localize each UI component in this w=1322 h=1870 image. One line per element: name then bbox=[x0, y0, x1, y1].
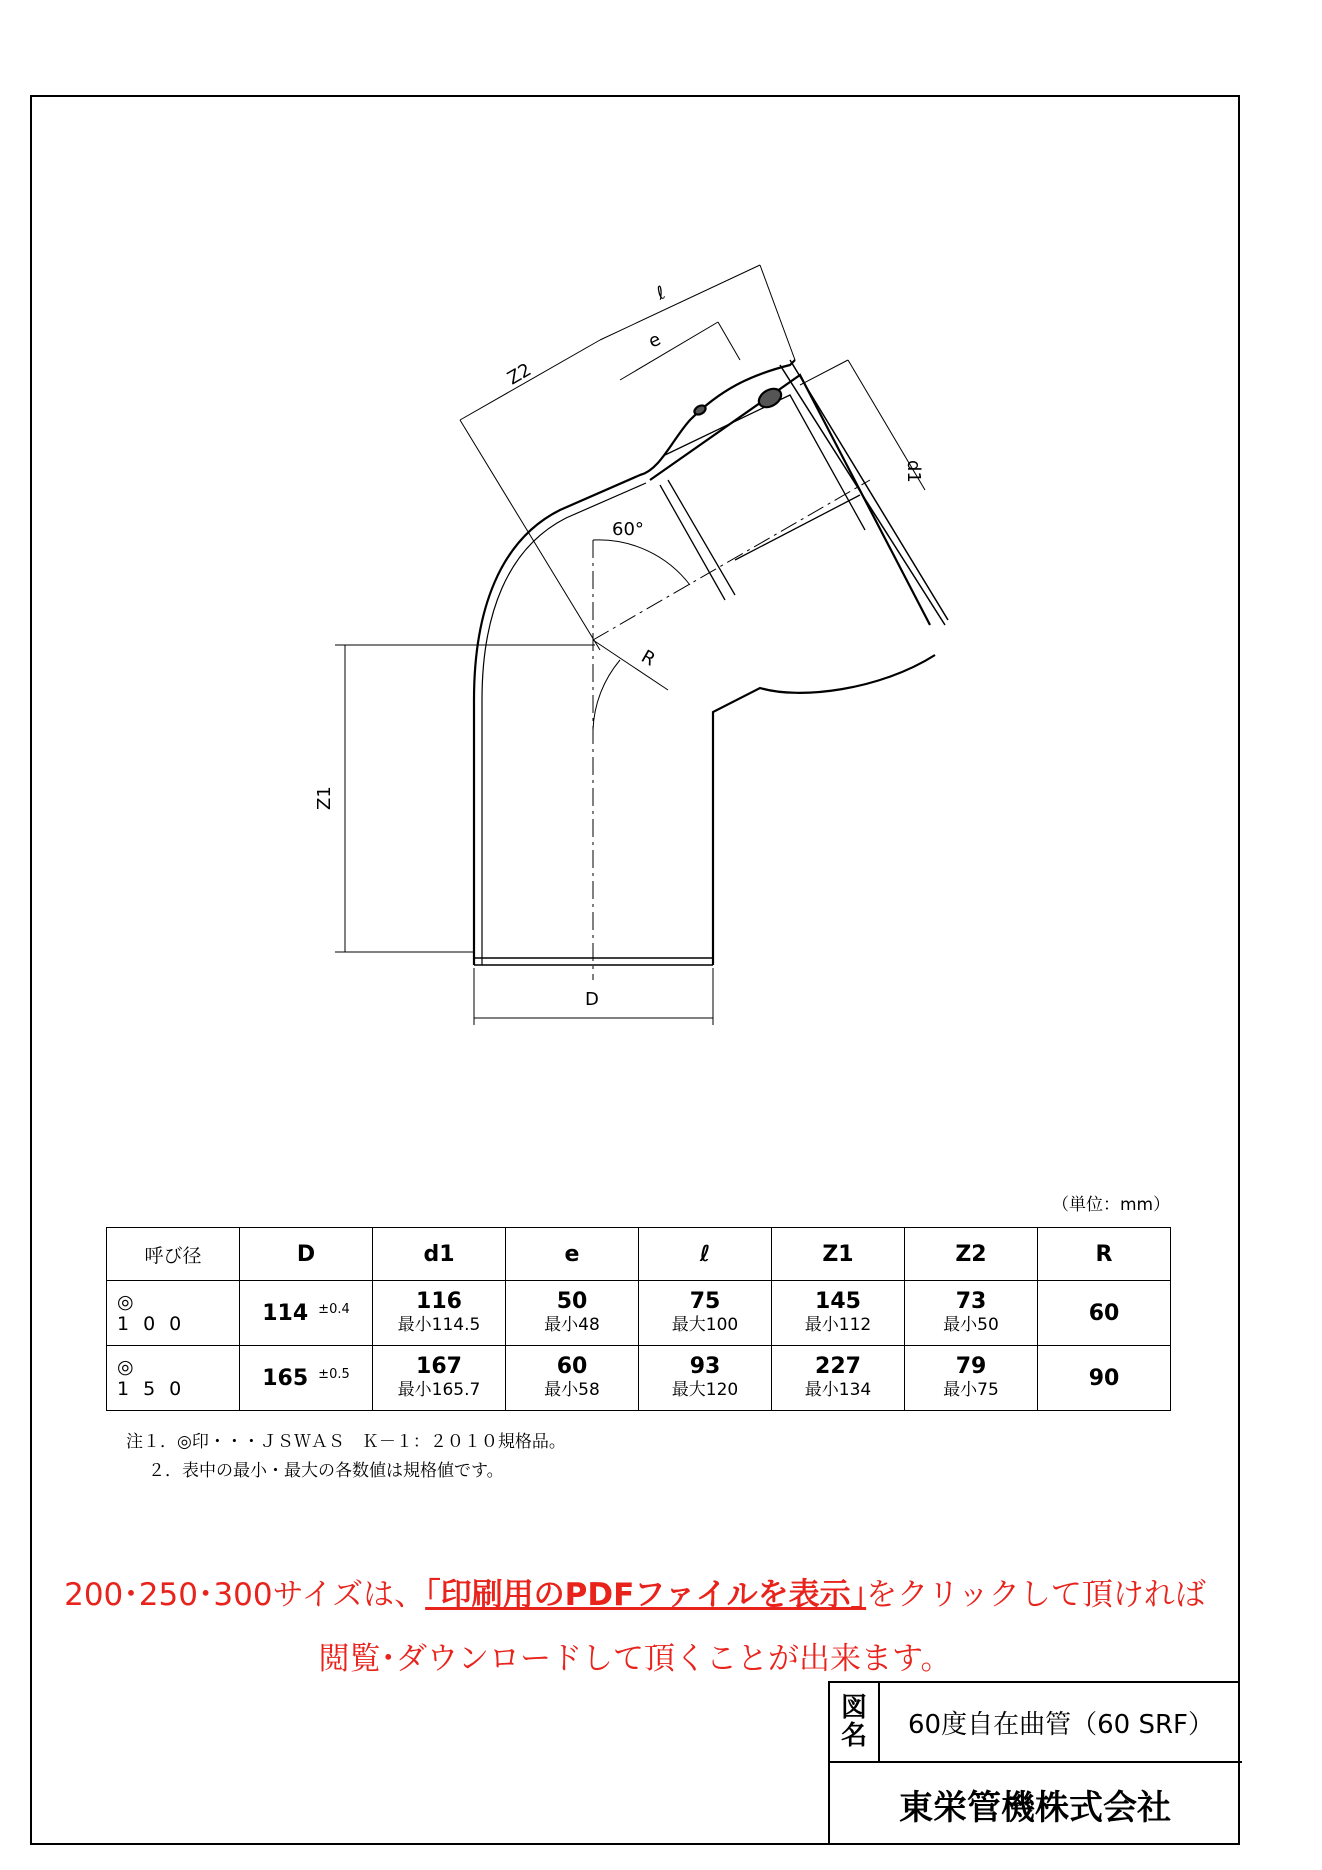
cell-r: 90 bbox=[1038, 1346, 1171, 1411]
notice-line-2: 閲覧･ダウンロードして頂くことが出来ます。 bbox=[318, 1641, 952, 1677]
header-r: R bbox=[1038, 1228, 1171, 1281]
notes bbox=[126, 1428, 566, 1486]
pipe-outer-wall-inner bbox=[482, 483, 646, 965]
label-z2: Z2 bbox=[504, 359, 536, 390]
cell-e: 60 最小58 bbox=[506, 1346, 639, 1411]
label-e: e bbox=[645, 328, 665, 353]
table-header-row bbox=[107, 1228, 1171, 1281]
label-z1: Z1 bbox=[314, 786, 335, 810]
company-name: 東栄管機株式会社 bbox=[899, 1787, 1171, 1828]
cell-e: 50 最小48 bbox=[506, 1281, 639, 1346]
cell-r: 60 bbox=[1038, 1281, 1171, 1346]
socket-bore bbox=[665, 395, 865, 560]
title-block bbox=[828, 1681, 1240, 1845]
notice-line-1: 200･250･300サイズは、｢印刷用のPDFファイルを表示｣をクリックして頂ければ bbox=[64, 1577, 1206, 1613]
header-z2: Z2 bbox=[905, 1228, 1038, 1281]
spec-table bbox=[106, 1227, 1171, 1411]
cell-l: 75 最大100 bbox=[639, 1281, 772, 1346]
header-d1: d1 bbox=[373, 1228, 506, 1281]
cell-d1: 116 最小114.5 bbox=[373, 1281, 506, 1346]
drawing-name: 60度自在曲管（60 SRF） bbox=[880, 1683, 1242, 1763]
table-row bbox=[107, 1281, 1171, 1346]
cell-d1: 167 最小165.7 bbox=[373, 1346, 506, 1411]
header-e: e bbox=[506, 1228, 639, 1281]
note-2: ２．表中の最小・最大の各数値は規格値です。 bbox=[148, 1461, 504, 1481]
cell-size: ◎ 100 bbox=[107, 1281, 240, 1346]
download-notice bbox=[40, 1563, 1230, 1691]
socket-top bbox=[650, 375, 930, 625]
note-1: 注１．◎印・・・ＪＳＷＡＳ Ｋ－１：２０１０規格品。 bbox=[126, 1432, 566, 1452]
label-d1: d1 bbox=[903, 460, 924, 483]
label-angle: 60° bbox=[612, 519, 644, 540]
title-label: 図 名 bbox=[830, 1683, 880, 1763]
pipe-outer-wall bbox=[474, 360, 795, 965]
header-z1: Z1 bbox=[772, 1228, 905, 1281]
header-size: 呼び径 bbox=[107, 1228, 240, 1281]
header-l: ℓ bbox=[639, 1228, 772, 1281]
pdf-link[interactable]: ｢印刷用のPDFファイルを表示｣ bbox=[425, 1577, 867, 1613]
unit-note: （単位：mm） bbox=[1052, 1195, 1171, 1215]
label-l: ℓ bbox=[653, 282, 669, 305]
cell-size: ◎ 150 bbox=[107, 1346, 240, 1411]
table-row bbox=[107, 1346, 1171, 1411]
cell-z2: 73 最小50 bbox=[905, 1281, 1038, 1346]
header-d: D bbox=[240, 1228, 373, 1281]
cell-z1: 145 最小112 bbox=[772, 1281, 905, 1346]
label-d: D bbox=[585, 989, 599, 1010]
cell-z2: 79 最小75 bbox=[905, 1346, 1038, 1411]
cell-z1: 227 最小134 bbox=[772, 1346, 905, 1411]
socket-rim bbox=[780, 360, 948, 625]
socket-face bbox=[660, 480, 735, 600]
cell-l: 93 最大120 bbox=[639, 1346, 772, 1411]
cell-d: 165 $^{\pm 0.5}$ bbox=[240, 1346, 373, 1411]
label-r: R bbox=[637, 646, 659, 671]
cell-d: 114 $^{\pm 0.4}$ bbox=[240, 1281, 373, 1346]
pipe-inner-wall bbox=[713, 655, 935, 965]
